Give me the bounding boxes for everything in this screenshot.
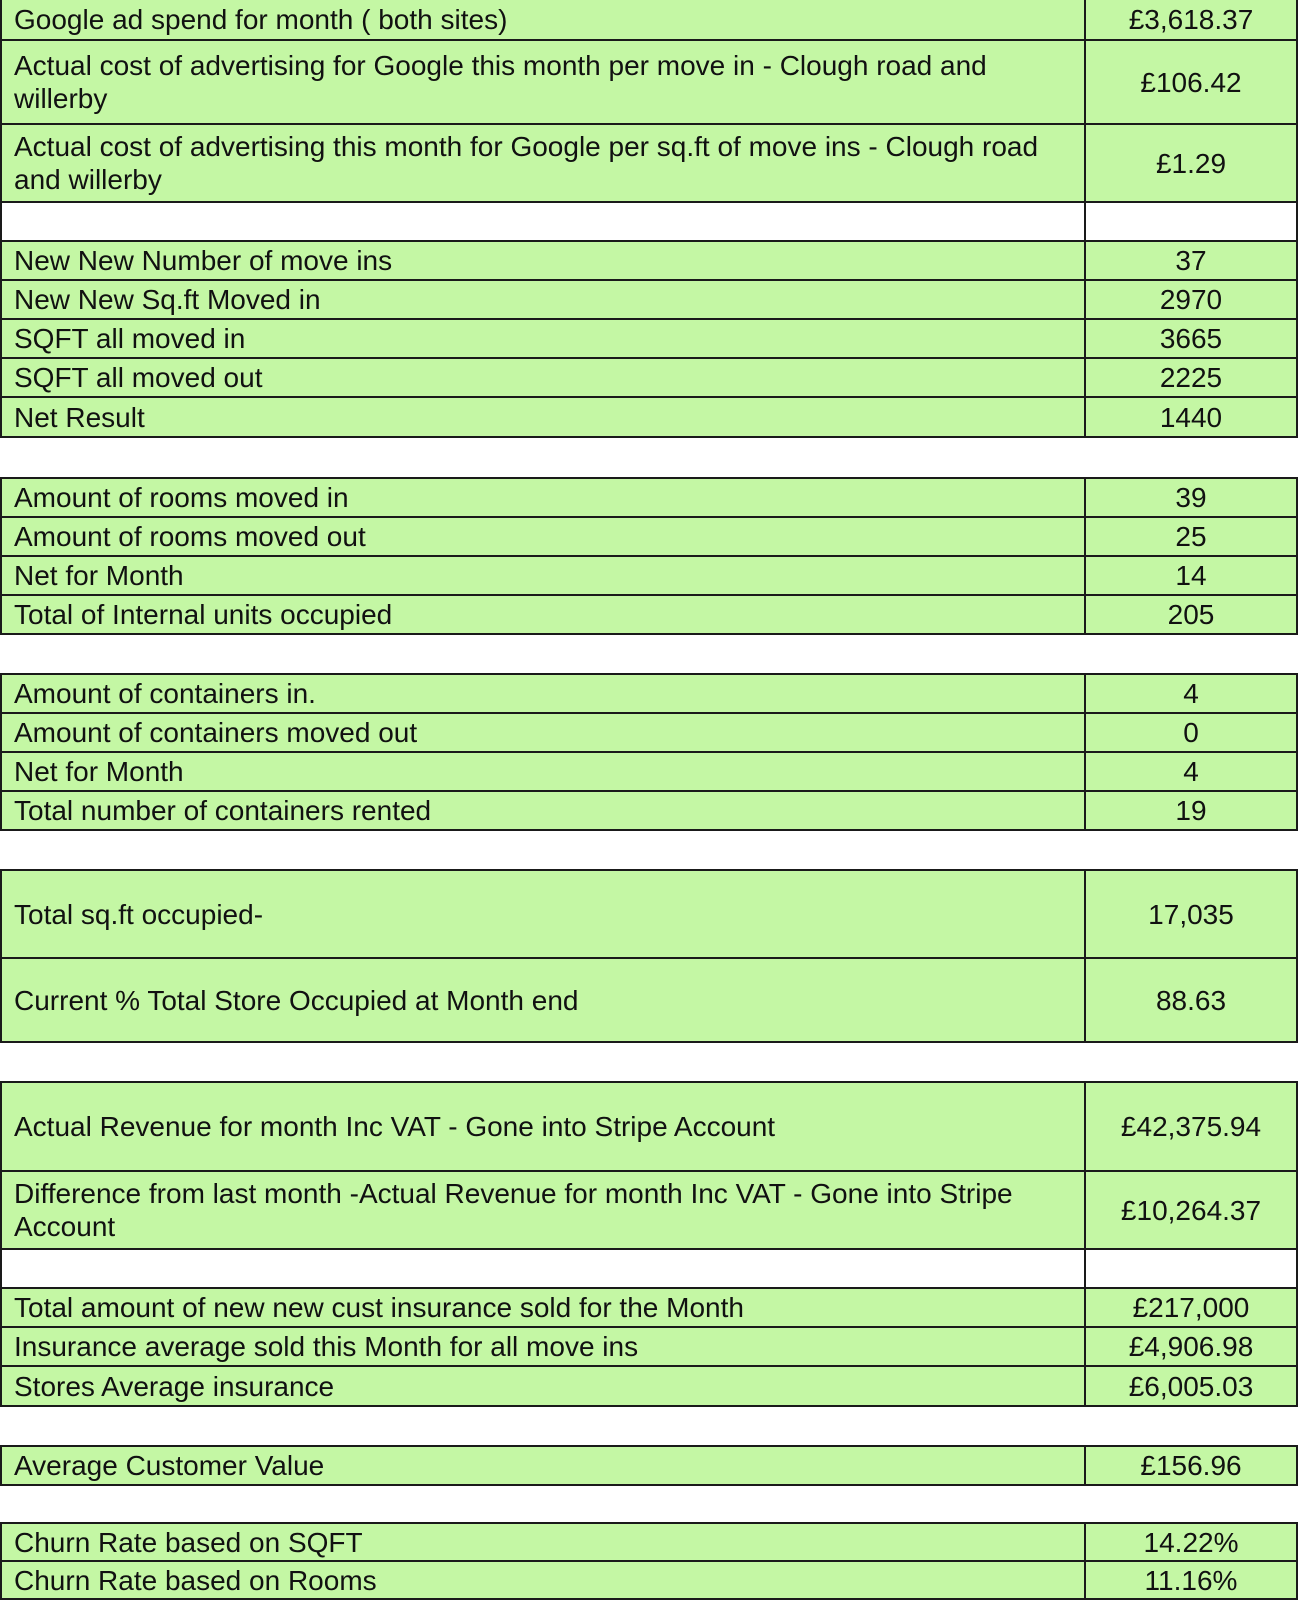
row-value: 39 [1086,479,1296,516]
section-gap [0,831,1298,869]
row-label: SQFT all moved in [2,320,1086,357]
row-label: New New Number of move ins [2,242,1086,279]
row-value: £217,000 [1086,1289,1296,1326]
row-label: Google ad spend for month ( both sites) [2,0,1086,39]
row-value: 2225 [1086,359,1296,396]
section-gap [0,635,1298,673]
row-value: £4,906.98 [1086,1328,1296,1365]
table-row [0,1328,1298,1367]
row-label: Total sq.ft occupied- [2,871,1086,957]
row-label: Amount of containers in. [2,675,1086,712]
row-value: 11.16% [1086,1562,1296,1598]
table-row [0,1367,1298,1407]
row-label: Current % Total Store Occupied at Month end [2,959,1086,1041]
row-label: Stores Average insurance [2,1367,1086,1405]
row-value: £10,264.37 [1086,1172,1296,1248]
row-value: 14 [1086,557,1296,594]
row-value: 17,035 [1086,871,1296,957]
row-value: £156.96 [1086,1447,1296,1484]
row-label: New New Sq.ft Moved in [2,281,1086,318]
row-value: £6,005.03 [1086,1367,1296,1405]
row-value: 0 [1086,714,1296,751]
table-row [0,1081,1298,1172]
row-label: Insurance average sold this Month for all move ins [2,1328,1086,1365]
table-row [0,792,1298,831]
row-label: Churn Rate based on SQFT [2,1524,1086,1560]
row-value: 4 [1086,753,1296,790]
table-row [0,1522,1298,1562]
row-label: Total number of containers rented [2,792,1086,829]
row-value: 3665 [1086,320,1296,357]
row-label: Amount of containers moved out [2,714,1086,751]
row-label: Amount of rooms moved in [2,479,1086,516]
row-value: £3,618.37 [1086,0,1296,39]
table-row [0,1445,1298,1486]
table-row [0,1172,1298,1250]
row-value: 1440 [1086,398,1296,436]
spacer-row [0,1250,1298,1289]
row-value: 37 [1086,242,1296,279]
table-row [0,596,1298,635]
row-label: Difference from last month -Actual Revenue for month Inc VAT - Gone into Stripe Account [2,1172,1086,1248]
row-label: Churn Rate based on Rooms [2,1562,1086,1598]
row-label: Total of Internal units occupied [2,596,1086,633]
spacer-row [0,203,1298,242]
table-row [0,869,1298,959]
table-row [0,673,1298,714]
row-label: SQFT all moved out [2,359,1086,396]
row-label: Net for Month [2,557,1086,594]
row-label: Net for Month [2,753,1086,790]
table-row [0,398,1298,438]
row-label: Total amount of new new cust insurance sold for the Month [2,1289,1086,1326]
section-gap [0,1043,1298,1081]
row-label: Average Customer Value [2,1447,1086,1484]
table-row [0,714,1298,753]
row-value: 2970 [1086,281,1296,318]
table-row [0,959,1298,1043]
table-row [0,0,1298,41]
row-label: Actual cost of advertising for Google this month per move in - Clough road and willerby [2,41,1086,123]
section-gap [0,1486,1298,1522]
row-value: 205 [1086,596,1296,633]
row-value: 19 [1086,792,1296,829]
table-row [0,242,1298,281]
table-row [0,359,1298,398]
table-row [0,1562,1298,1600]
table-row [0,41,1298,125]
row-value: 4 [1086,675,1296,712]
row-label: Actual Revenue for month Inc VAT - Gone into Stripe Account [2,1083,1086,1170]
section-gap [0,438,1298,477]
row-value: 88.63 [1086,959,1296,1041]
table-row [0,477,1298,518]
row-label: Net Result [2,398,1086,436]
table-row [0,753,1298,792]
row-value: £1.29 [1086,125,1296,201]
table-row [0,281,1298,320]
table-row [0,1289,1298,1328]
row-value: £106.42 [1086,41,1296,123]
row-value: £42,375.94 [1086,1083,1296,1170]
table-row [0,518,1298,557]
section-gap [0,1407,1298,1445]
row-label: Amount of rooms moved out [2,518,1086,555]
table-row [0,125,1298,203]
row-value: 14.22% [1086,1524,1296,1560]
table-row [0,557,1298,596]
row-value: 25 [1086,518,1296,555]
table-row [0,320,1298,359]
row-label: Actual cost of advertising this month for Google per sq.ft of move ins - Clough road and willerby [2,125,1086,201]
